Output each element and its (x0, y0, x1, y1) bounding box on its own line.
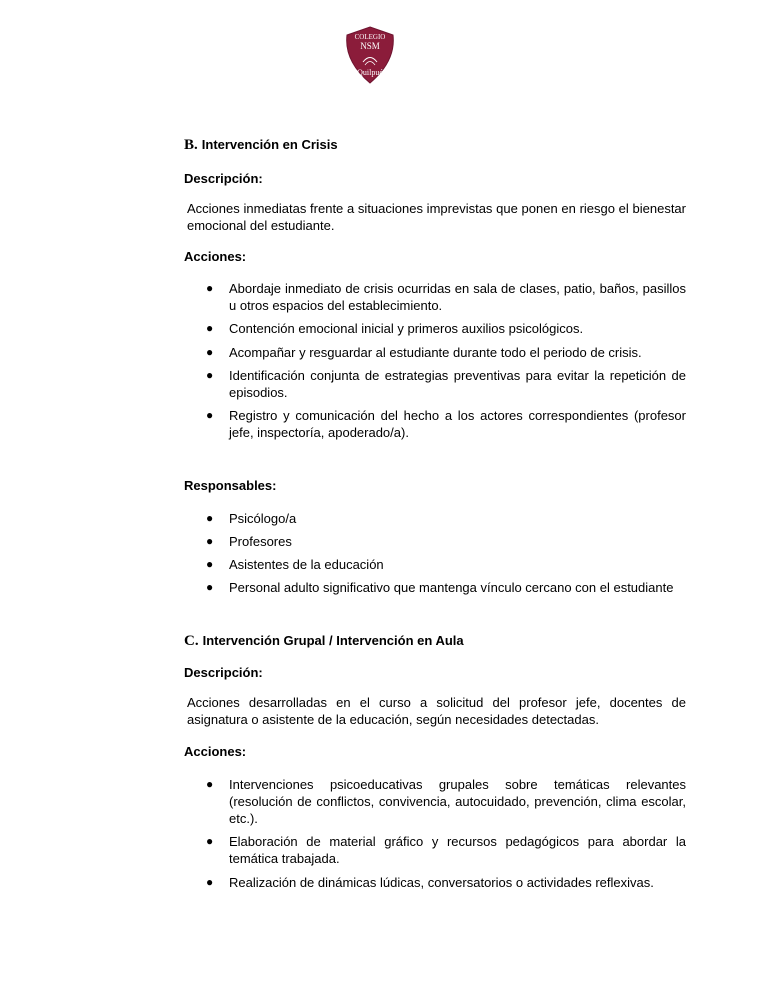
section-c-actions-list (184, 776, 686, 891)
list-item: ● Registro y comunicación del hecho a los actores correspondientes (profesor jefe, inspectoría, apoderado/a). (206, 408, 686, 440)
section-c-actions-label: Acciones: (184, 744, 247, 759)
logo-line-2: NSM (360, 41, 380, 51)
section-c-title: Intervención Grupal / Intervención en Aula (202, 633, 464, 648)
section-b-responsables-label: Responsables: (184, 478, 277, 493)
school-crest-logo (341, 26, 399, 84)
list-item: ● Abordaje inmediato de crisis ocurridas en sala de clases, patio, baños, pasillos u otros espacios del establecimiento. (206, 281, 686, 313)
list-item: ● Profesores (206, 534, 292, 549)
section-b-title: Intervención en Crisis (201, 137, 338, 152)
section-b-letter: B. (184, 137, 198, 153)
list-item: ● Contención emocional inicial y primeros auxilios psicológicos. (206, 321, 584, 336)
logo-line-1: COLEGIO (354, 33, 386, 41)
list-item: ● Psicólogo/a (206, 511, 297, 526)
section-b-actions-list (184, 280, 686, 441)
section-b-description-text: Acciones inmediatas frente a situaciones imprevistas que ponen en riesgo el bienestar emocional del estudiante. (187, 201, 686, 233)
document-content (184, 136, 686, 891)
list-item: ● Acompañar y resguardar al estudiante durante todo el periodo de crisis. (206, 345, 642, 360)
list-item: ● Intervenciones psicoeducativas grupales sobre temáticas relevantes (resolución de conflictos, convivencia, autocuidado, prevención, clima escolar, etc.). (206, 777, 686, 826)
list-item: ● Elaboración de material gráfico y recursos pedagógicos para abordar la temática trabajada. (206, 834, 686, 866)
list-item: ● Personal adulto significativo que mantenga vínculo cercano con el estudiante (206, 580, 674, 595)
section-c-description-text: Acciones desarrolladas en el curso a solicitud del profesor jefe, docentes de asignatura o asistente de la educación, según necesidades detectadas. (187, 695, 686, 727)
list-item: ● Asistentes de la educación (206, 557, 384, 572)
section-c-letter: C. (184, 633, 199, 649)
logo-line-3: Quilpué (357, 68, 383, 77)
section-b-actions-label: Acciones: (184, 249, 247, 264)
list-item: ● Identificación conjunta de estrategias preventivas para evitar la repetición de episodios. (206, 368, 686, 400)
section-c-description-label: Descripción: (184, 665, 263, 680)
section-b-description-label: Descripción: (184, 171, 263, 186)
section-c-heading (184, 632, 686, 650)
section-b-heading (184, 136, 686, 154)
list-item: ● Realización de dinámicas lúdicas, conversatorios o actividades reflexivas. (206, 875, 654, 890)
section-b-responsables-list (184, 510, 686, 596)
